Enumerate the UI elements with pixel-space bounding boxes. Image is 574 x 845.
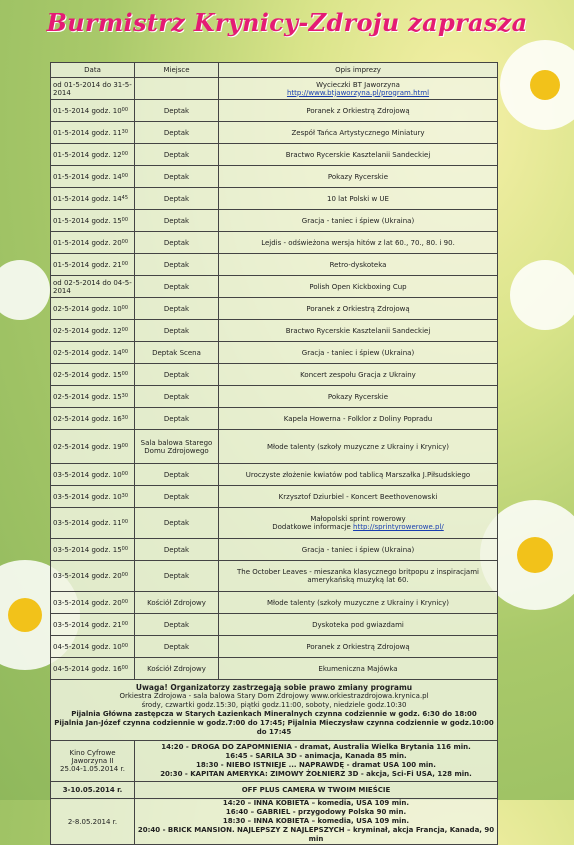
notes-row	[51, 680, 498, 741]
event-date: 01-5-2014 godz. $12^{00}$	[51, 144, 135, 166]
special-event-row	[51, 782, 498, 799]
cinema-row-2	[51, 799, 498, 845]
table-row	[51, 276, 498, 298]
notes-line: Pijalnia Główna zastępcza w Starych Łazienkach Mineralnych czynna codziennie w godz. 6:30 do 18:00	[71, 710, 477, 718]
event-date: 02-5-2014 godz. $19^{00}$	[51, 430, 135, 464]
event-description: Gracja - taniec i śpiew (Ukraina)	[219, 210, 498, 232]
event-description: Bractwo Rycerskie Kasztelanii Sandeckiej	[219, 144, 498, 166]
event-date: 04-5-2014 godz. $10^{00}$	[51, 636, 135, 658]
event-description: Koncert zespołu Gracja z Ukrainy	[219, 364, 498, 386]
event-place: Deptak	[135, 210, 219, 232]
table-row	[51, 78, 498, 100]
event-date: 03-5-2014 godz. $20^{00}$	[51, 592, 135, 614]
event-date: od 01-5-2014 do 31-5-2014	[51, 78, 135, 100]
special-event-date: 3-10.05.2014 r.	[51, 782, 135, 799]
background-flower	[510, 260, 574, 330]
table-row	[51, 342, 498, 364]
table-row	[51, 232, 498, 254]
event-date: 01-5-2014 godz. $15^{00}$	[51, 210, 135, 232]
event-place: Deptak	[135, 486, 219, 508]
event-date: 04-5-2014 godz. $16^{00}$	[51, 658, 135, 680]
event-place: Deptak	[135, 144, 219, 166]
table-row	[51, 320, 498, 342]
event-date: 03-5-2014 godz. $15^{00}$	[51, 539, 135, 561]
event-description: Kapela Howerna - Folklor z Doliny Popradu	[219, 408, 498, 430]
table-row	[51, 122, 498, 144]
table-row	[51, 364, 498, 386]
special-event-title: OFF PLUS CAMERA W TWOIM MIEŚCIE	[135, 782, 498, 799]
event-schedule-table	[50, 62, 498, 845]
event-place: Sala balowa Starego Domu Zdrojowego	[135, 430, 219, 464]
table-row	[51, 561, 498, 592]
event-description: Uroczyste złożenie kwiatów pod tablicą Marszałka J.Piłsudskiego	[219, 464, 498, 486]
event-date: 02-5-2014 godz. $15^{30}$	[51, 386, 135, 408]
table-row	[51, 254, 498, 276]
event-date: 03-5-2014 godz. $21^{00}$	[51, 614, 135, 636]
event-place: Deptak	[135, 298, 219, 320]
event-place: Deptak	[135, 100, 219, 122]
table-row	[51, 408, 498, 430]
event-description: Bractwo Rycerskie Kasztelanii Sandeckiej	[219, 320, 498, 342]
event-date: 02-5-2014 godz. $10^{00}$	[51, 298, 135, 320]
cinema-label: Kino Cyfrowe Jaworzyna II 25.04-1.05.2014 r.	[51, 741, 135, 782]
event-place: Kościół Zdrojowy	[135, 658, 219, 680]
table-row	[51, 486, 498, 508]
table-row	[51, 100, 498, 122]
notes-line: Orkiestra Zdrojowa - sala balowa Stary Dom Zdrojowy www.orkiestrazdrojowa.krynica.pl	[119, 692, 429, 700]
event-date: 02-5-2014 godz. $16^{30}$	[51, 408, 135, 430]
event-place: Deptak	[135, 561, 219, 592]
event-link[interactable]: http://sprintyrowerowe.pl/	[353, 523, 444, 531]
table-row	[51, 166, 498, 188]
event-date: 01-5-2014 godz. $11^{30}$	[51, 122, 135, 144]
event-description: Polish Open Kickboxing Cup	[219, 276, 498, 298]
event-place: Kościół Zdrojowy	[135, 592, 219, 614]
event-place: Deptak	[135, 386, 219, 408]
event-description: Gracja - taniec i śpiew (Ukraina)	[219, 539, 498, 561]
event-date: 03-5-2014 godz. $20^{00}$	[51, 561, 135, 592]
column-header-description: Opis imprezy	[219, 63, 498, 78]
event-date: 01-5-2014 godz. $14^{45}$	[51, 188, 135, 210]
event-place: Deptak	[135, 464, 219, 486]
event-place: Deptak	[135, 320, 219, 342]
event-date: 02-5-2014 godz. $12^{00}$	[51, 320, 135, 342]
event-description: Gracja - taniec i śpiew (Ukraina)	[219, 342, 498, 364]
column-header-place: Miejsce	[135, 63, 219, 78]
background-flower-center	[8, 598, 42, 632]
event-link[interactable]: http://www.btjaworzyna.pl/program.html	[286, 88, 430, 97]
event-place: Deptak	[135, 508, 219, 539]
background-flower	[0, 260, 50, 320]
event-description: Pokazy Rycerskie	[219, 166, 498, 188]
background-flower-center	[517, 537, 553, 573]
event-date: 02-5-2014 godz. $14^{00}$	[51, 342, 135, 364]
event-place: Deptak	[135, 408, 219, 430]
event-place: Deptak	[135, 188, 219, 210]
event-place	[135, 78, 219, 100]
notes-line: środy, czwartki godz.15:30, piątki godz.11:00, soboty, niedziele godz.10:30	[141, 701, 407, 709]
cinema-date-2: 2-8.05.2014 r.	[51, 799, 135, 845]
event-place: Deptak	[135, 364, 219, 386]
event-description: Poranek z Orkiestrą Zdrojową	[219, 298, 498, 320]
table-row	[51, 508, 498, 539]
event-place: Deptak	[135, 276, 219, 298]
event-place: Deptak	[135, 539, 219, 561]
event-place: Deptak	[135, 166, 219, 188]
event-place: Deptak Scena	[135, 342, 219, 364]
event-place: Deptak	[135, 122, 219, 144]
cinema-movies-2: 14:20 – INNA KOBIETA – komedia, USA 109 min. 16:40 – GABRIEL - przygodowy Polska 90 min. 18:30 – INNA KOBIETA – komedia, USA 109 min. 20:40 - BRICK MANSION. NAJLEPSZY Z NAJLEPSZYCH – kryminał, akcja Francja, Kanada, 90 min	[135, 799, 498, 845]
event-description: 10 lat Polski w UE	[219, 188, 498, 210]
event-date: 01-5-2014 godz. $10^{00}$	[51, 100, 135, 122]
event-date: 03-5-2014 godz. $10^{00}$	[51, 464, 135, 486]
event-date: 01-5-2014 godz. $14^{00}$	[51, 166, 135, 188]
event-description: Wycieczki BT Jaworzyna http://www.btjaworzyna.pl/program.html	[219, 78, 498, 100]
notes-line: Uwaga! Organizatorzy zastrzegają sobie prawo zmiany programu	[135, 683, 413, 692]
event-date: od 02-5-2014 do 04-5-2014	[51, 276, 135, 298]
event-description: Małopolski sprint rowerowy Dodatkowe informacje http://sprintyrowerowe.pl/	[219, 508, 498, 539]
table-row	[51, 539, 498, 561]
event-description: Pokazy Rycerskie	[219, 386, 498, 408]
event-place: Deptak	[135, 232, 219, 254]
event-date: 01-5-2014 godz. $20^{00}$	[51, 232, 135, 254]
page-title: Burmistrz Krynicy-Zdroju zaprasza	[46, 8, 528, 37]
cinema-movies: 14:20 - DROGA DO ZAPOMNIENIA - dramat, Australia Wielka Brytania 116 min. 16:45 - SARILA 3D - animacja, Kanada 85 min. 18:30 - NIEBO ISTNIEJE ... NAPRAWDĘ - dramat USA 100 min. 20:30 - KAPITAN AMERYKA: ZIMOWY ŻOŁNIERZ 3D - akcja, Sci-Fi USA, 128 min.	[135, 741, 498, 782]
table-row	[51, 636, 498, 658]
event-description: Młode talenty (szkoły muzyczne z Ukrainy i Krynicy)	[219, 592, 498, 614]
event-date: 01-5-2014 godz. $21^{00}$	[51, 254, 135, 276]
event-place: Deptak	[135, 636, 219, 658]
table-row	[51, 386, 498, 408]
event-description: Retro-dyskoteka	[219, 254, 498, 276]
event-description: Dyskoteka pod gwiazdami	[219, 614, 498, 636]
event-description: Zespół Tańca Artystycznego Miniatury	[219, 122, 498, 144]
column-header-date: Data	[51, 63, 135, 78]
table-row	[51, 592, 498, 614]
event-description: Lejdis - odświeżona wersja hitów z lat 60., 70., 80. i 90.	[219, 232, 498, 254]
table-row	[51, 430, 498, 464]
event-description: The October Leaves - mieszanka klasycznego britpopu z inspiracjami amerykańską muzyką lat 60.	[219, 561, 498, 592]
event-description: Ekumeniczna Majówka	[219, 658, 498, 680]
event-date: 03-5-2014 godz. $11^{00}$	[51, 508, 135, 539]
table-row	[51, 210, 498, 232]
table-row	[51, 144, 498, 166]
background-flower-center	[530, 70, 560, 100]
event-date: 02-5-2014 godz. $15^{00}$	[51, 364, 135, 386]
event-description: Poranek z Orkiestrą Zdrojową	[219, 100, 498, 122]
event-description: Młode talenty (szkoły muzyczne z Ukrainy i Krynicy)	[219, 430, 498, 464]
table-row	[51, 298, 498, 320]
table-row	[51, 658, 498, 680]
event-description: Poranek z Orkiestrą Zdrojową	[219, 636, 498, 658]
event-description: Krzysztof Dziurbiel - Koncert Beethovenowski	[219, 486, 498, 508]
table-row	[51, 464, 498, 486]
event-place: Deptak	[135, 254, 219, 276]
table-row	[51, 614, 498, 636]
notes-line: Pijalnia Jan-Józef czynna codziennie w godz.7:00 do 17:45; Pijalnia Mieczysław czynna codziennie w godz.10:00 do 17:45	[54, 719, 494, 736]
cinema-row	[51, 741, 498, 782]
event-date: 03-5-2014 godz. $10^{30}$	[51, 486, 135, 508]
event-place: Deptak	[135, 614, 219, 636]
table-header-row	[51, 63, 498, 78]
table-row	[51, 188, 498, 210]
